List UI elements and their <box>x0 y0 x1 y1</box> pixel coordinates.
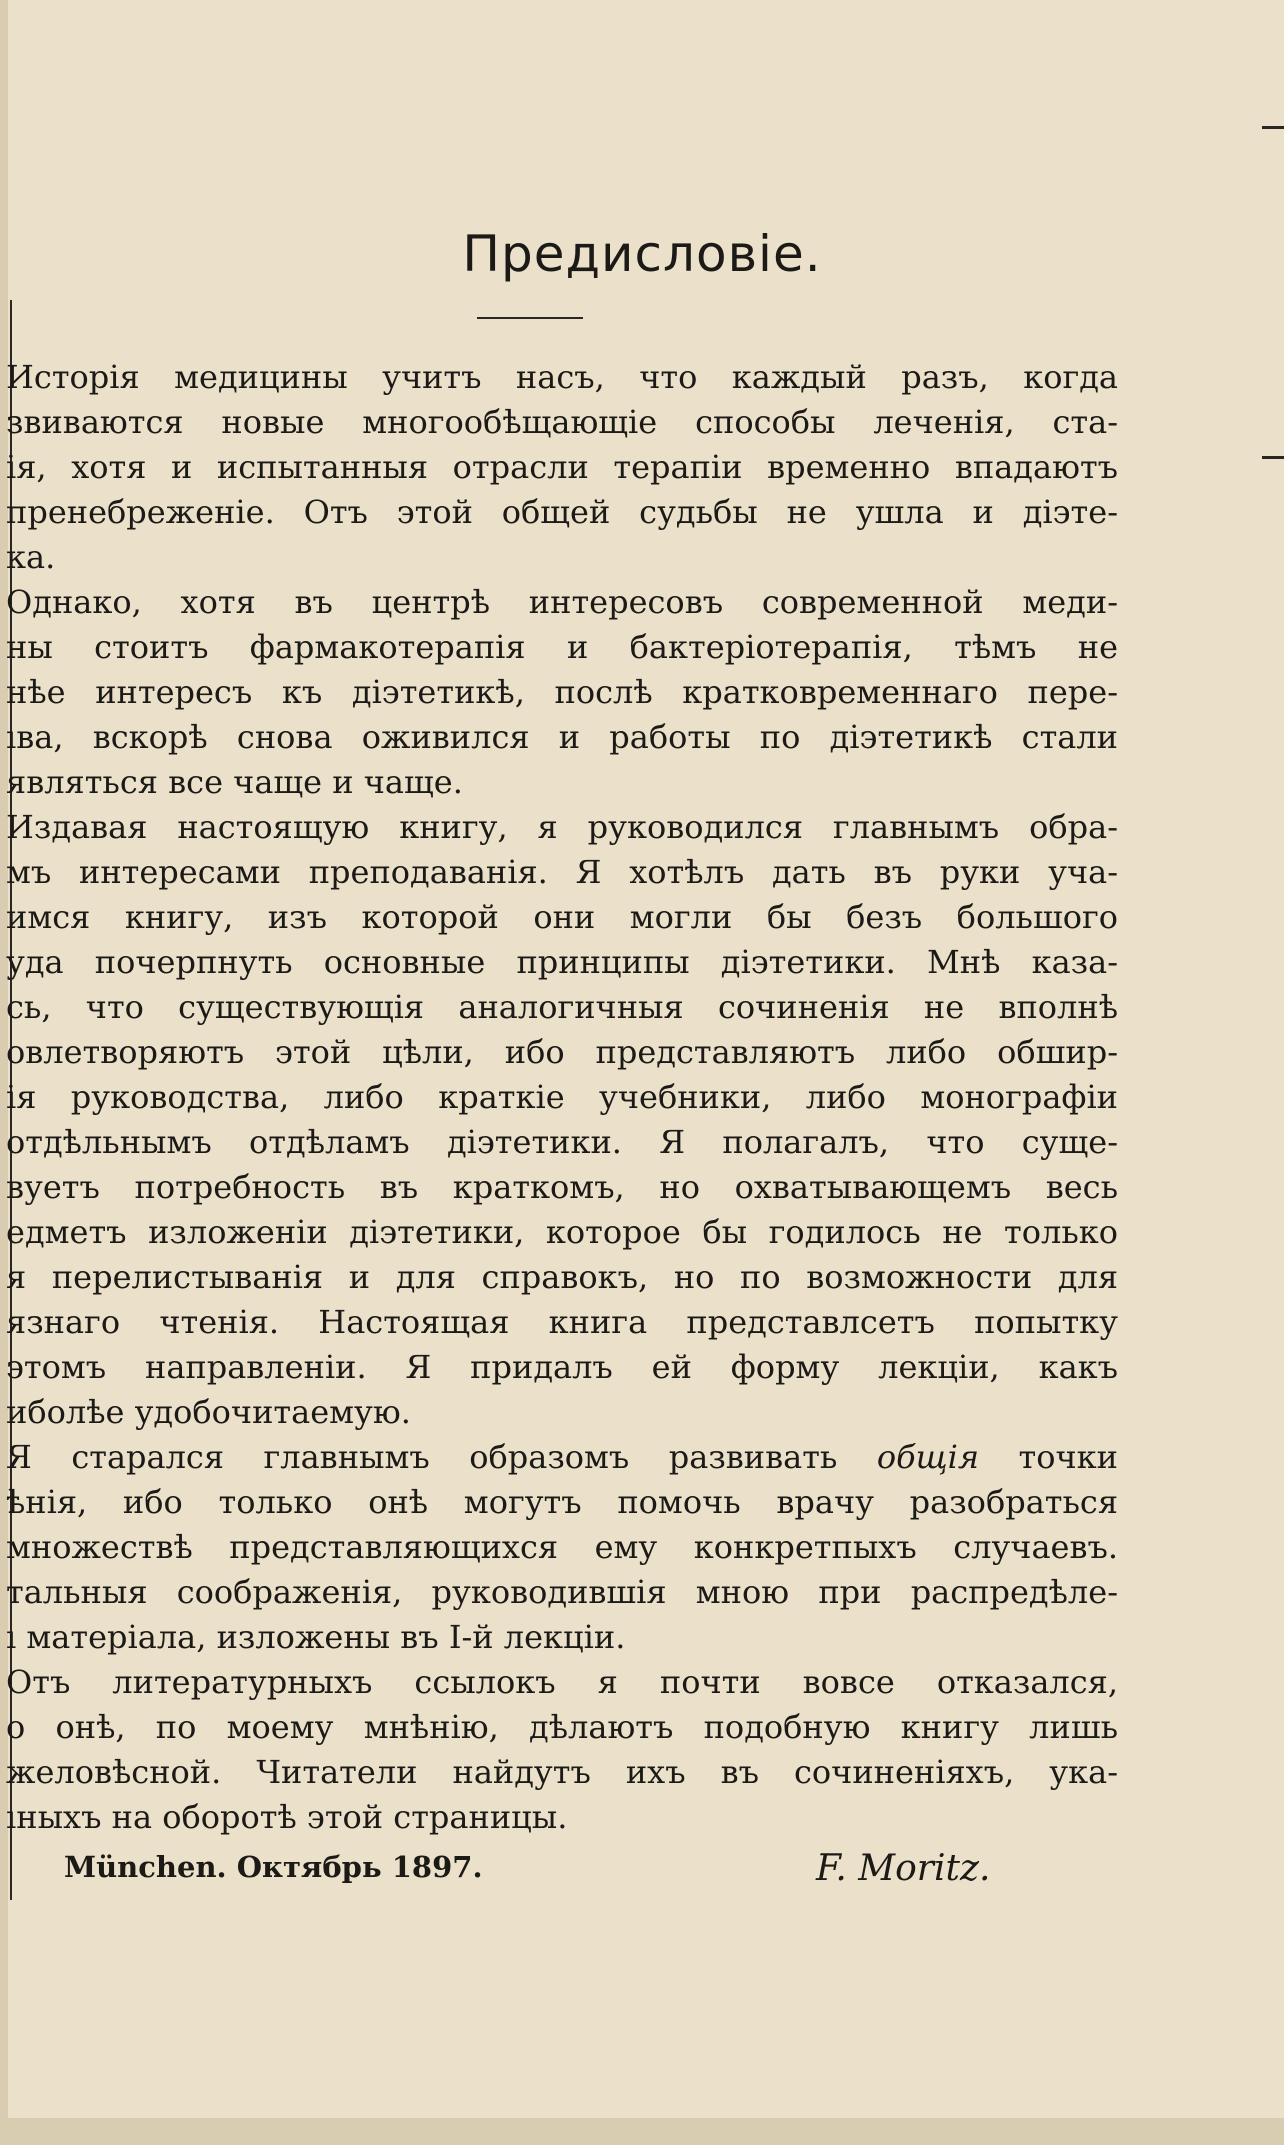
text-line-content: ıва, вскорѣ снова оживился и работы по діэтетикѣ стали <box>6 718 1118 756</box>
text-line-content: ны стоитъ фармакотерапія и бактеріотерапія, тѣмъ не <box>6 628 1118 666</box>
text-line <box>6 1255 1118 1300</box>
text-line <box>6 1705 1118 1750</box>
text-line-content: ія, хотя и испытанныя отрасли терапіи временно впадаютъ <box>6 448 1118 486</box>
place-and-date: München. Октябрь 1897. <box>64 1850 483 1884</box>
text-line-content: Однако, хотя въ центрѣ интересовъ современной меди- <box>6 583 1118 621</box>
text-line <box>6 1120 1118 1165</box>
text-line-content: этомъ направленіи. Я придалъ ей форму лекціи, какъ <box>6 1348 1118 1386</box>
text-line <box>6 1210 1118 1255</box>
text-line <box>6 985 1118 1030</box>
text-line-content: точки <box>979 1438 1118 1476</box>
text-line-content: Отъ литературныхъ ссылокъ я почти вовсе отказался, <box>6 1663 1118 1701</box>
text-line-content: желовѣсной. Читатели найдутъ ихъ въ сочиненіяхъ, ука- <box>6 1753 1118 1791</box>
text-line <box>6 1390 1118 1435</box>
title-rule <box>477 317 583 319</box>
text-line <box>6 850 1118 895</box>
text-line <box>6 940 1118 985</box>
text-line <box>6 1795 1118 1840</box>
text-line <box>6 580 1118 625</box>
text-line <box>6 625 1118 670</box>
page-edge-mark <box>1262 456 1284 459</box>
text-line <box>6 400 1118 445</box>
text-line <box>6 715 1118 760</box>
text-line <box>6 1075 1118 1120</box>
text-line-content: пренебреженіе. Отъ этой общей судьбы не ушла и діэте- <box>6 493 1118 531</box>
page-edge-mark <box>1262 126 1284 129</box>
preface-text <box>6 355 1118 1840</box>
text-line <box>6 1300 1118 1345</box>
text-line-content: овлетворяютъ этой цѣли, ибо представляютъ либо обшир- <box>6 1033 1118 1071</box>
text-line-content: иболѣе удобочитаемую. <box>6 1393 411 1431</box>
text-line-content: вуетъ потребность въ краткомъ, но охватывающемъ весь <box>6 1168 1118 1206</box>
page-bottom-edge <box>0 2118 1284 2145</box>
text-line <box>6 1615 1118 1660</box>
text-line <box>6 760 1118 805</box>
text-line <box>6 670 1118 715</box>
author-signature: F. Moritz. <box>816 1848 991 1889</box>
text-line <box>6 1435 1118 1480</box>
text-line-content: ѣнія, ибо только онѣ могутъ помочь врачу разобраться <box>6 1483 1118 1521</box>
text-line <box>6 1480 1118 1525</box>
text-line-content: ıныхъ на оборотѣ этой страницы. <box>6 1798 568 1836</box>
text-line <box>6 355 1118 400</box>
footer <box>64 1850 1064 1900</box>
text-line <box>6 805 1118 850</box>
text-line-content: множествѣ представляющихся ему конкретпыхъ случаевъ. <box>6 1528 1118 1566</box>
text-line <box>6 1750 1118 1795</box>
page-title: Предисловіе. <box>462 225 822 283</box>
text-line-content: сь, что существующія аналогичныя сочиненія не вполнѣ <box>6 988 1118 1026</box>
emphasized-word: общія <box>876 1438 980 1476</box>
text-line <box>6 1030 1118 1075</box>
text-line <box>6 1570 1118 1615</box>
text-line-content: нѣе интересъ къ діэтетикѣ, послѣ кратковременнаго пере- <box>6 673 1118 711</box>
text-line-content: ı матеріала, изложены въ I-й лекціи. <box>6 1618 626 1656</box>
text-line <box>6 1165 1118 1210</box>
text-line-content: ка. <box>6 538 56 576</box>
text-line-content: язнаго чтенія. Настоящая книга представлсетъ попытку <box>6 1303 1118 1341</box>
text-line-content: я перелистыванія и для справокъ, но по возможности для <box>6 1258 1118 1296</box>
text-line-content: звиваются новые многообѣщающіе способы леченія, ста- <box>6 403 1118 441</box>
text-line-content: Я старался главнымъ образомъ развивать <box>6 1438 877 1476</box>
text-line-content: тальныя соображенія, руководившія мною при распредѣле- <box>6 1573 1118 1611</box>
text-line-content: едметъ изложеніи діэтетики, которое бы годилось не только <box>6 1213 1118 1251</box>
text-line <box>6 535 1118 580</box>
text-line-content: имся книгу, изъ которой они могли бы безъ большого <box>6 898 1118 936</box>
text-line <box>6 1345 1118 1390</box>
text-line-content: уда почерпнуть основные принципы діэтетики. Мнѣ каза- <box>6 943 1118 981</box>
text-line <box>6 1525 1118 1570</box>
text-line-content: Издавая настоящую книгу, я руководился главнымъ обра- <box>6 808 1118 846</box>
text-line <box>6 1660 1118 1705</box>
text-line-content: отдѣльнымъ отдѣламъ діэтетики. Я полагалъ, что суще- <box>6 1123 1118 1161</box>
text-line-content: о онѣ, по моему мнѣнію, дѣлаютъ подобную книгу лишь <box>6 1708 1118 1746</box>
text-line <box>6 895 1118 940</box>
text-line-content: являться все чаще и чаще. <box>6 763 463 801</box>
text-line-content: Исторія медицины учитъ насъ, что каждый разъ, когда <box>6 358 1118 396</box>
text-line <box>6 490 1118 535</box>
text-line-content: ія руководства, либо краткіе учебники, либо монографіи <box>6 1078 1118 1116</box>
text-line <box>6 445 1118 490</box>
text-line-content: мъ интересами преподаванія. Я хотѣлъ дать въ руки уча- <box>6 853 1118 891</box>
